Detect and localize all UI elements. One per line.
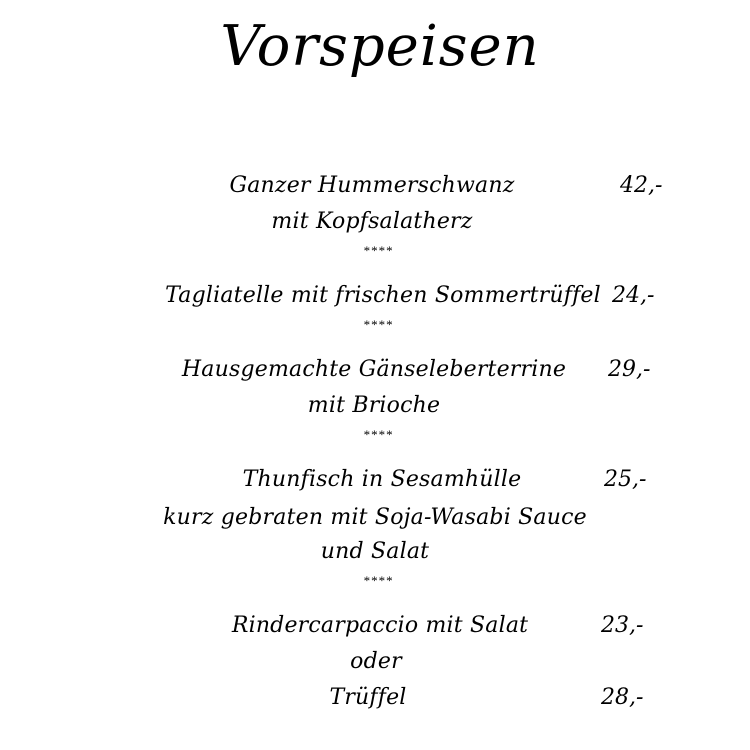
separator-3: **** [363,427,393,442]
dish-5-alternative-price: 28,- [601,685,644,710]
dish-4-price: 25,- [604,467,647,492]
dish-5-connector: oder [350,649,402,674]
dish-1-name: Ganzer Hummerschwanz [229,173,515,198]
dish-3-description: mit Brioche [307,393,441,418]
dish-5-alternative: Trüffel [329,685,407,710]
dish-1-price: 42,- [620,173,663,198]
dish-4-name: Thunfisch in Sesamhülle [242,467,522,492]
dish-2-price: 24,- [612,283,655,308]
separator-1: **** [363,243,393,258]
dish-2-name: Tagliatelle mit frischen Sommertrüffel [165,283,601,308]
dish-1-description: mit Kopfsalatherz [271,209,473,234]
dish-4-description: kurz gebraten mit Soja-Wasabi Sauce [163,505,587,530]
menu-title: Vorspeisen [220,14,540,79]
dish-3-name: Hausgemachte Gänseleberterrine [181,357,567,382]
dish-4-description-2: und Salat [320,539,430,564]
dish-5-price: 23,- [601,613,644,638]
dish-3-price: 29,- [608,357,651,382]
dish-5-name: Rindercarpaccio mit Salat [231,613,529,638]
separator-4: **** [363,573,393,588]
separator-2: **** [363,317,393,332]
